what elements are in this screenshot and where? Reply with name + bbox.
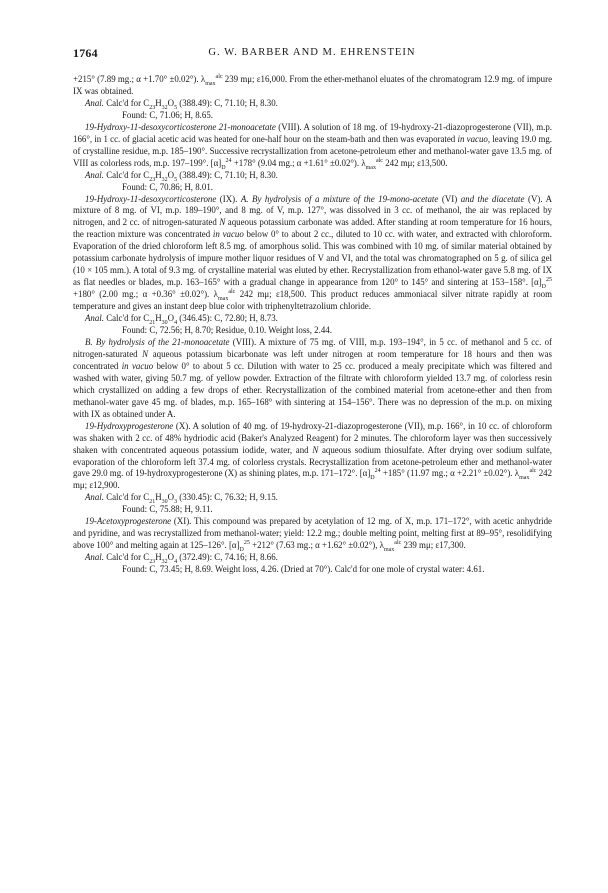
subscript: D: [370, 475, 375, 482]
text-run: Calc'd for C: [103, 97, 150, 108]
text-run: 239 mμ; ε16,000. From the ether-methanol eluates of the chromatogram 12.9 mg. of impure IX was obtained.: [73, 74, 553, 96]
italic-text: N: [142, 348, 149, 359]
italic-text: 19-Acetoxyprogesterone: [85, 516, 172, 527]
text-run: 242 mμ; ε18,500. This product reduces ammoniacal silver nitrate rapidly at room temperature and gives an instant deep blue color with triphenyltetrazolium chloride.: [73, 289, 552, 312]
superscript: alc: [215, 74, 223, 81]
analysis-calculated: [73, 552, 552, 564]
text-run: Found: C, 75.88; H, 9.11.: [122, 504, 213, 515]
subscript: max: [383, 546, 395, 553]
text-run: (IX).: [216, 193, 241, 204]
text-run: Found: C, 72.56; H, 8.70; Residue, 0.10. Weight loss, 2.44.: [122, 325, 332, 336]
analysis-found: [73, 564, 552, 576]
subscript: 3: [174, 499, 178, 506]
superscript: alc: [529, 468, 537, 475]
superscript: alc: [228, 289, 236, 296]
text-run: +215° (7.89 mg.; α +1.70° ±0.02°). λ: [73, 74, 206, 84]
article-body: [73, 74, 552, 576]
text-run: Found: C, 71.06; H, 8.65.: [122, 109, 213, 120]
text-run: H: [155, 552, 162, 563]
text-run: H: [155, 313, 162, 324]
subscript: 32: [161, 176, 168, 183]
subscript: 4: [174, 319, 178, 326]
analysis-found: [73, 325, 552, 337]
text-run: (VIII). A mixture of 75 mg. of VIII, m.p. 193–194°, in 5 cc. of methanol and 5 cc. of nitrogen-saturated: [73, 336, 553, 359]
paragraph: [73, 516, 552, 552]
paragraph: [73, 122, 552, 170]
italic-text: 19-Hydroxy-11-desoxycorticosterone 21-monoacetate: [85, 121, 276, 132]
subscript: 5: [174, 176, 178, 183]
text-run: H: [155, 169, 162, 180]
text-run: O: [167, 313, 175, 324]
subscript: 23: [149, 104, 156, 111]
superscript: 25: [546, 277, 552, 284]
superscript: alc: [375, 157, 383, 164]
text-run: aqueous potassium carbonate was added. After standing at room temperature for 16 hours, the reaction mixture was concentrated: [73, 217, 552, 240]
subscript: 30: [161, 319, 168, 326]
subscript: 23: [149, 176, 156, 183]
subscript: 5: [174, 104, 178, 111]
italic-text: and the diacetate: [460, 193, 525, 204]
text-run: (XI). This compound was prepared by acetylation of 12 mg. of X, m.p. 171–172°, with acetic anhydride and pyridine, and was recrystallized from methanol-water; yield: 12.2 mg.; double melting point, melting first at 89–95°, resolidifying above 100° and melting again at 125–126°. [α]: [73, 516, 552, 551]
text-run: +185° (11.97 mg.; α +2.21° ±0.02°). λ: [380, 468, 520, 479]
italic-text: Anal.: [85, 492, 104, 503]
italic-text: Anal.: [85, 552, 104, 563]
italic-text: A. By hydrolysis of a mixture of the 19-mono-acetate: [240, 193, 439, 204]
subscript: max: [365, 164, 376, 171]
paragraph: [73, 337, 552, 421]
text-run: (X). A solution of 40 mg. of 19-hydroxy-21-diazoprogesterone (VII), m.p. 166°, in 10 cc. of chloroform was shaken with 2 cc. of 48% hydriodic acid (Baker's Analyzed Reagent) for 2 minutes. The chloroform layer was then successively shaken with concentrated aqueous potassium iodide, water, and: [73, 420, 552, 455]
italic-text: 19-Hydroxyprogesterone: [85, 420, 174, 431]
text-run: Found: C, 73.45; H, 8.69. Weight loss, 4.26. (Dried at 70°). Calc'd for one mole of crystal water: 4.61.: [122, 564, 485, 575]
analysis-calculated: [73, 98, 552, 110]
analysis-calculated: [73, 492, 552, 504]
subscript: 23: [149, 558, 156, 565]
italic-text: N: [219, 217, 226, 228]
text-run: 242 mμ; ε13,500.: [382, 157, 448, 168]
subscript: 21: [149, 319, 156, 326]
italic-text: B. By hydrolysis of the 21-monoacetate: [85, 336, 230, 347]
analysis-calculated: [73, 170, 552, 182]
text-run: (VIII). A solution of 18 mg. of 19-hydroxy-21-diazoprogesterone (VII), m.p. 166°, in 1 cc. of glacial acetic acid was heated for one-half hour on the steam-bath and then was evaporated: [73, 121, 552, 144]
text-run: aqueous potassium bicarbonate was left under nitrogen at room temperature for 18 hours and then was concentrated: [73, 348, 552, 371]
text-run: Calc'd for C: [103, 313, 150, 324]
italic-text: 19-Hydroxy-11-desoxycorticosterone: [85, 193, 217, 204]
italic-text: in vacuo: [121, 360, 154, 371]
text-run: Calc'd for C: [103, 552, 150, 563]
running-head: G. W. BARBER AND M. EHRENSTEIN: [208, 47, 416, 58]
continued-paragraph: [73, 74, 552, 98]
subscript: 32: [161, 558, 168, 565]
italic-text: Anal.: [85, 97, 104, 108]
analysis-calculated: [73, 313, 552, 325]
subscript: 30: [161, 499, 168, 506]
page-header: [73, 46, 551, 62]
subscript: max: [519, 475, 530, 482]
text-run: O: [167, 552, 175, 563]
superscript: alc: [394, 540, 402, 547]
text-run: Found: C, 70.86; H, 8.01.: [122, 181, 213, 192]
subscript: max: [205, 80, 216, 87]
text-run: (372.49): C, 74.16; H, 8.66.: [177, 552, 278, 563]
page-number: 1764: [73, 46, 98, 60]
analysis-found: [73, 182, 552, 194]
analysis-found: [73, 504, 552, 516]
text-run: +212° (7.63 mg.; α +1.62° ±0.02°), λ: [249, 540, 384, 551]
subscript: D: [239, 546, 244, 553]
italic-text: Anal.: [85, 313, 104, 324]
subscript: D: [221, 164, 226, 171]
italic-text: N: [312, 444, 319, 455]
text-run: below 0° to about 5 cc. Dilution with water to 25 cc. produced a mealy precipitate which was filtered and washed with water, giving 50.7 mg. of yellow powder. Extraction of the filtrate with chloroform yielded 13.7 mg. of colorless resin which crystallized on adding a few drops of ether. Recrystallization of the combined material from acetone-ether and then from methanol-water gave 45 mg. of blades, m.p. 165–168° with sintering at 154–156°. There was no depression of the m.p. on mixing with IX as obtained under A.: [73, 360, 552, 419]
text-run: O: [167, 169, 175, 180]
text-run: +178° (9.04 mg.; α +1.61° ±0.02°). λ: [231, 157, 366, 168]
text-run: O: [167, 97, 175, 108]
italic-text: in vacuo: [212, 229, 244, 240]
superscript: 25: [243, 540, 250, 547]
text-run: O: [167, 492, 175, 503]
text-run: H: [155, 97, 162, 108]
subscript: 32: [161, 104, 168, 111]
text-run: H: [155, 492, 162, 503]
text-run: leaving 19.0 mg. of crystalline residue, m.p. 185–190°. Successive recrystallization from acetone-petroleum ether and methanol-water gave 13.5 mg. of VIII as colorless rods, m.p. 197–199°. [α]: [73, 133, 553, 168]
italic-text: in vacuo,: [457, 133, 491, 144]
text-run: (388.49): C, 71.10; H, 8.30.: [177, 169, 278, 180]
superscript: 24: [374, 468, 381, 475]
text-run: (VI): [438, 193, 461, 204]
text-run: (330.45): C, 76.32; H, 9.15.: [177, 492, 278, 503]
text-run: (V). A mixture of 8 mg. of VI, m.p. 189–190°, and 8 mg. of V, m.p. 127°, was dissolved in 3 cc. of methanol, the air was replaced by nitrogen, and 2 cc. of nitrogen-saturated: [73, 193, 552, 228]
analysis-found: [73, 110, 552, 122]
text-run: 239 mμ; ε17,300.: [401, 540, 466, 551]
text-run: (388.49): C, 71.10; H, 8.30.: [177, 97, 278, 108]
superscript: 24: [225, 157, 232, 164]
subscript: 4: [174, 558, 178, 565]
paragraph: [73, 194, 552, 314]
paragraph: [73, 421, 552, 493]
subscript: max: [217, 295, 229, 302]
subscript: 21: [149, 499, 156, 506]
subscript: D: [541, 283, 546, 290]
italic-text: Anal.: [85, 169, 104, 180]
text-run: aqueous sodium thiosulfate. After drying over sodium sulfate, evaporation of the chloroform left 37.4 mg. of colorless crystals. Recrystallization from acetone-petroleum ether and methanol-water gave 29.0 mg. of 19-hydroxyprogesterone (X) as shining plates, m.p. 171–172°. [α]: [73, 444, 552, 479]
text-run: +180° (2.00 mg.; α +0.36° ±0.02°). λ: [73, 289, 218, 300]
text-run: Calc'd for C: [103, 492, 150, 503]
text-run: Calc'd for C: [103, 169, 150, 180]
text-run: (346.45): C, 72.80; H, 8.73.: [177, 313, 278, 324]
text-run: 242 mμ; ε12,900.: [73, 468, 553, 491]
text-run: below 0° to about 2 cc., diluted to 10 cc. with water, and extracted with chloroform. Evaporation of the dried chloroform left 8.5 mg. of amorphous solid. This was combined with 10 mg. of similar material obtained by potassium carbonate hydrolysis of impure mother liquor residues of V and VI, and the total was chromatographed on 5 g. of silica gel (10 × 105 mm.). A total of 9.3 mg. of crystalline material was eluted by ether. Recrystallization from ethanol-water gave 5.8 mg. of IX as flat needles or blades, m.p. 163–165° with a gradual change in appearance from 120° to 145° and sintering at 153–158°. [α]: [73, 229, 552, 288]
